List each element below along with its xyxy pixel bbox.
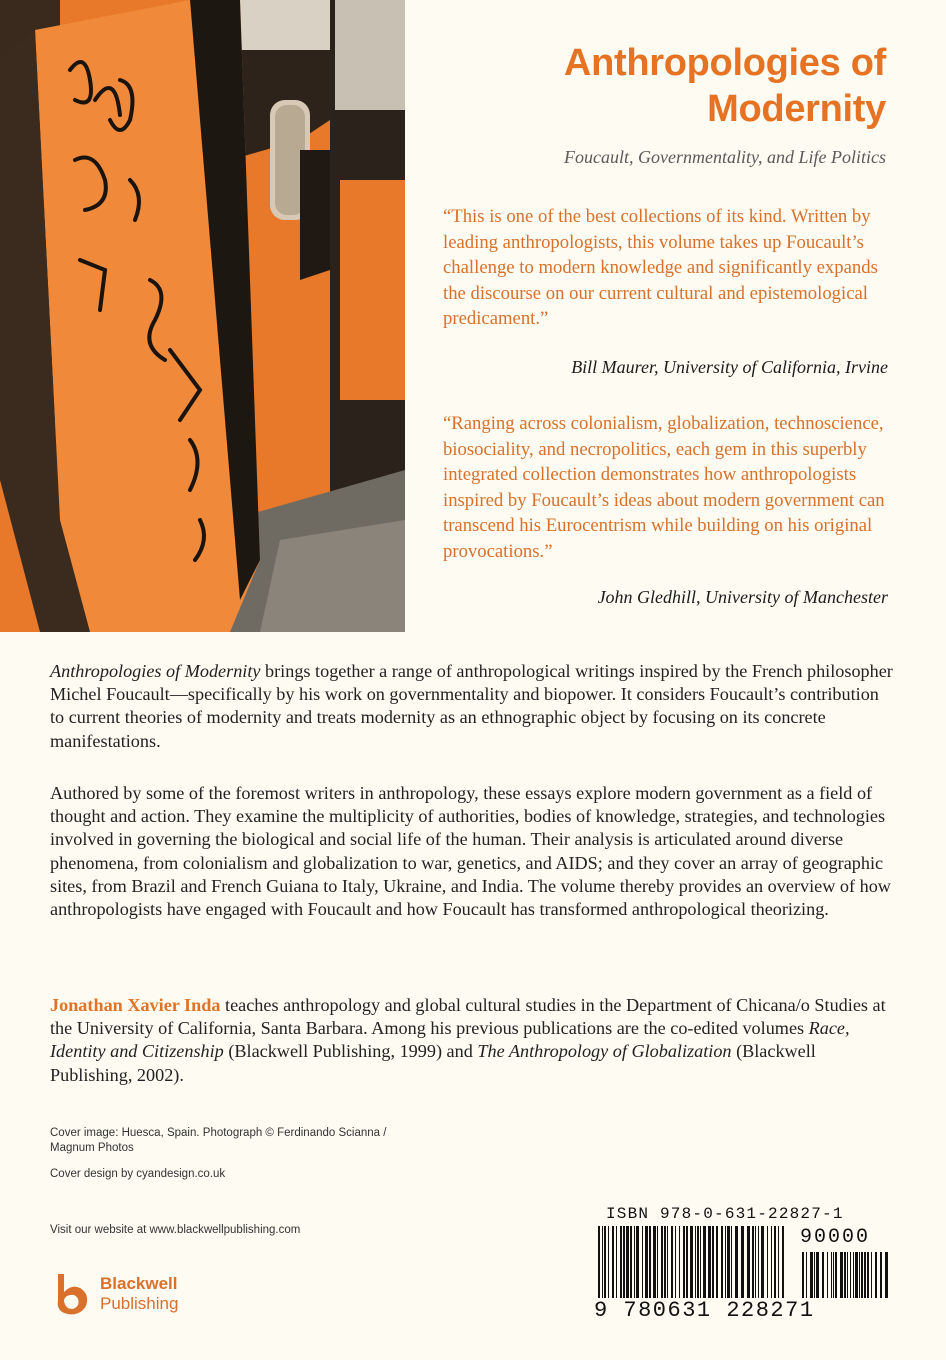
barcode-bar <box>612 1226 614 1298</box>
publisher-name: Publishing <box>100 1294 179 1313</box>
barcode-bar <box>649 1226 651 1298</box>
barcode-bar <box>864 1252 866 1298</box>
barcode-bar <box>782 1226 784 1298</box>
barcode-bar <box>767 1226 768 1298</box>
barcode-bar <box>664 1226 666 1298</box>
barcode-bar <box>686 1226 688 1298</box>
barcode-bar <box>816 1252 819 1298</box>
isbn-label: ISBN 978-0-631-22827-1 <box>606 1205 844 1223</box>
cover-photo <box>0 0 405 632</box>
barcode-bar <box>642 1226 643 1298</box>
barcode-bar <box>695 1226 696 1298</box>
barcode-bar <box>708 1226 711 1298</box>
cover-image-credit: Cover image: Huesca, Spain. Photograph © Ferdinando Scianna / Magnum Photos <box>50 1127 387 1154</box>
barcode-bar <box>661 1226 663 1298</box>
barcode-bar <box>771 1226 772 1298</box>
barcode-bar <box>827 1252 828 1298</box>
barcode-bar <box>653 1226 656 1298</box>
barcode-bar <box>683 1226 685 1298</box>
barcode-bar <box>847 1252 848 1298</box>
description-paragraph: Authored by some of the foremost writers in anthropology, these essays explore modern government as a field of thought and action. They examine the multiplicity of authorities, bodies of knowledge, strategies, and technologies involved in governing the biological and social life of the human. Their analysis is articulated around diverse phenomena, from colonialism and globalization to war, genetics, and AIDS; and they cover an array of geographic sites, from Brazil and French Guiana to Italy, Ukraine, and India. The volume thereby provides an overview of how anthropologists have engaged with Foucault and how Foucault has transformed anthropological theorizing. <box>50 783 891 920</box>
publisher-name: Blackwell <box>100 1274 178 1293</box>
publisher-logo <box>50 1272 230 1322</box>
bio-text: (Blackwell Publishing, 1999) and <box>223 1041 478 1062</box>
barcode-bar <box>636 1226 639 1298</box>
barcode-bar <box>880 1252 882 1298</box>
barcode-bar <box>712 1226 714 1298</box>
barcode-bar <box>671 1226 673 1298</box>
barcode-bar <box>703 1226 706 1298</box>
editor-name: Jonathan Xavier Inda <box>50 995 221 1015</box>
book-reference: The Anthropology of Globalization <box>477 1041 732 1062</box>
barcode-bar <box>675 1226 676 1298</box>
barcode-bar <box>634 1226 635 1298</box>
cover-design-credit: Cover design by cyandesign.co.uk <box>50 1168 226 1180</box>
barcode-bar <box>716 1226 718 1298</box>
quote-attribution: Bill Maurer, University of California, Irvine <box>571 357 888 377</box>
barcode-bar <box>835 1252 837 1298</box>
barcode-bar <box>822 1252 824 1298</box>
book-subtitle: Foucault, Governmentality, and Life Politics <box>564 147 886 167</box>
barcode-bar <box>844 1252 846 1298</box>
barcode-bar <box>833 1252 834 1298</box>
barcode-bar <box>623 1226 625 1298</box>
barcode-bar <box>859 1252 860 1298</box>
barcode-bar <box>774 1226 776 1298</box>
barcode-bar <box>761 1226 764 1298</box>
barcode-bar <box>741 1226 744 1298</box>
barcode-bar <box>700 1226 701 1298</box>
editor-bio <box>50 994 896 1087</box>
barcode-bar <box>690 1226 693 1298</box>
barcode-bar <box>645 1226 648 1298</box>
blackwell-b-icon <box>50 1272 94 1316</box>
book-title: Anthropologies of Modernity <box>563 42 886 130</box>
description-paragraph <box>50 660 896 753</box>
barcode-bar <box>871 1252 872 1298</box>
barcode-bar <box>616 1226 617 1298</box>
bio-text: (Blackwell Publishing, 2002). <box>50 1041 816 1085</box>
paragraph-text: brings together a range of anthropological writings inspired by the French philosopher Michel Foucault—specifically by his work on governmentality and biopower. It considers Foucault’s contribution to current theories of modernity and treats modernity as an ethnographic object by focusing on its concrete manifestations. <box>50 661 893 751</box>
price-code: 90000 <box>800 1226 871 1249</box>
barcode-bar <box>831 1252 832 1298</box>
quote-attribution: John Gledhill, University of Manchester <box>597 587 888 607</box>
barcode-bar <box>598 1226 600 1298</box>
barcode-bar <box>861 1252 863 1298</box>
barcode-bar <box>875 1252 877 1298</box>
review-quote: “Ranging across colonialism, globalization, technoscience, biosociality, and necropolitics, each gem in this superbly integrated collection demonstrates how anthropologists inspired by Foucault’s ideas about modern government can transcend his Eurocentrism while building on his original provocations.” <box>443 413 885 562</box>
barcode-bar <box>850 1252 851 1298</box>
barcode-bar <box>630 1226 632 1298</box>
barcode-bar <box>752 1226 754 1298</box>
barcode-bar <box>727 1226 730 1298</box>
barcode-bar <box>814 1252 815 1298</box>
barcode-bar <box>755 1226 756 1298</box>
barcode-bar <box>721 1226 723 1298</box>
barcode-bar <box>608 1226 609 1298</box>
barcode-bar <box>810 1252 813 1298</box>
barcode-bar <box>840 1252 843 1298</box>
barcode-bar <box>855 1252 858 1298</box>
barcode-bar <box>802 1252 804 1298</box>
barcode-bar <box>735 1226 738 1298</box>
barcode-bar <box>853 1252 854 1298</box>
barcode-bar <box>725 1226 726 1298</box>
barcode-bar <box>758 1226 759 1298</box>
barcode-bar <box>747 1226 750 1298</box>
book-title-inline: Anthropologies of Modernity <box>50 661 261 681</box>
barcode-bar <box>604 1226 606 1298</box>
book-reference: Race, Identity and Citizenship <box>50 1018 850 1062</box>
bio-text: teaches anthropology and global cultural studies in the Department of Chicana/o Studies at the University of California, Santa Barbara. Among his previous publications are the co-edited volumes <box>50 995 886 1039</box>
barcode-bar <box>679 1226 680 1298</box>
barcode-bar <box>620 1226 622 1298</box>
barcode-bar <box>885 1252 888 1298</box>
barcode-bar <box>697 1226 699 1298</box>
barcode-bar <box>806 1252 807 1298</box>
barcode-bar <box>667 1226 668 1298</box>
barcode-bar <box>602 1226 603 1298</box>
barcode-bar <box>731 1226 732 1298</box>
barcode-bar <box>657 1226 658 1298</box>
review-quote: “This is one of the best collections of its kind. Written by leading anthropologists, this volume takes up Foucault’s challenge to modern knowledge and significantly expands the discourse on our current cultural and epistemological predicament.” <box>443 206 878 330</box>
website-notice: Visit our website at www.blackwellpublishing.com <box>50 1224 301 1236</box>
ean-digits: 9 780631 228271 <box>594 1298 815 1323</box>
barcode-bar <box>867 1252 869 1298</box>
barcode-bar <box>778 1226 779 1298</box>
barcode-bar <box>626 1226 629 1298</box>
